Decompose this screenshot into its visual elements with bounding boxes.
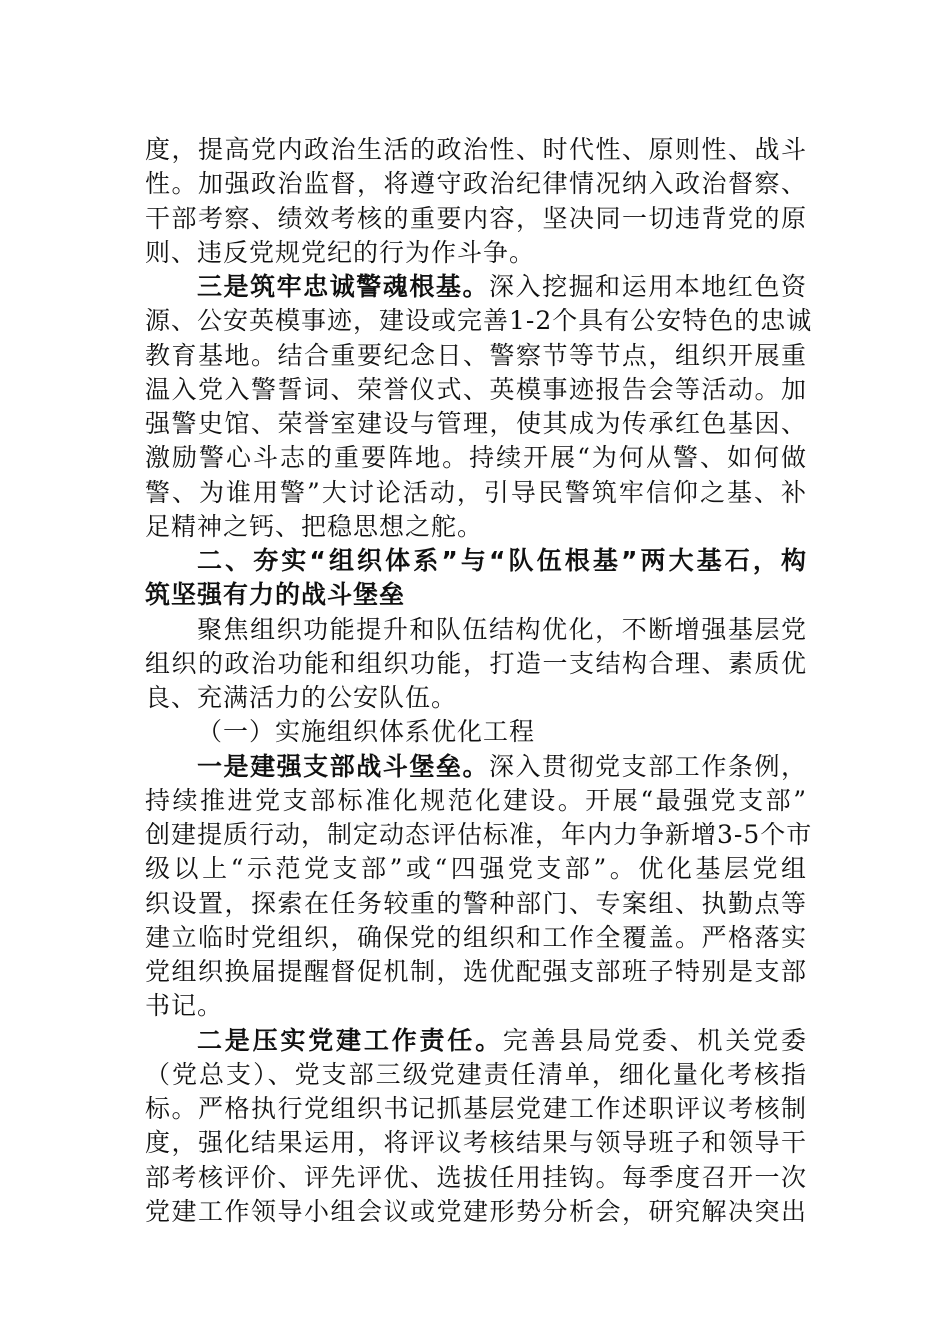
text-line (145, 681, 807, 715)
line-text: 激励警心斗志的重要阵地。持续开展“为何从警、如何做 (145, 443, 807, 473)
line-text: 深入挖掘和运用本地红色资 (489, 272, 807, 301)
text-line (145, 270, 807, 304)
text-line (145, 921, 807, 955)
text-line (145, 1092, 807, 1126)
line-text: 织设置，探索在任务较重的警种部门、专案组、执勤点等 (145, 888, 807, 918)
line-text: 筑坚强有力的战斗堡垒 (145, 580, 406, 610)
line-text: 建立临时党组织，确保党的组织和工作全覆盖。严格落实 (145, 922, 807, 952)
text-line (145, 750, 807, 784)
text-line (145, 167, 807, 201)
section-heading (145, 544, 807, 613)
text-line (145, 784, 807, 818)
text-line (145, 1161, 807, 1195)
line-text: 教育基地。结合重要纪念日、警察节等节点，组织开展重 (145, 340, 807, 370)
text-line (145, 1058, 807, 1092)
paragraph (145, 270, 813, 544)
text-line (145, 613, 807, 647)
text-line (145, 647, 807, 681)
paragraph (145, 133, 807, 270)
text-line (145, 715, 807, 749)
text-line (145, 1126, 807, 1160)
text-line (145, 304, 813, 338)
document-page (145, 133, 813, 1229)
line-text: 度，强化结果运用，将评议考核结果与领导班子和领导干 (145, 1128, 807, 1158)
line-text: 级以上“示范党支部”或“四强党支部”。优化基层党组 (145, 854, 807, 884)
line-text: 持续推进党支部标准化规范化建设。开展“最强党支部” (145, 785, 807, 815)
bold-lead-phrase: 一是建强支部战斗堡垒。 (197, 751, 489, 781)
text-line (145, 202, 807, 236)
text-line (145, 476, 807, 510)
line-text: 党建工作领导小组会议或党建形势分析会，研究解决突出 (145, 1196, 807, 1226)
text-line (145, 441, 807, 475)
line-text: 警、为谁用警”大讨论活动，引导民警筑牢信仰之基、补 (145, 477, 807, 507)
line-text: 强警史馆、荣誉室建设与管理，使其成为传承红色基因、 (145, 409, 807, 438)
text-line (145, 578, 807, 612)
bold-lead-phrase: 三是筑牢忠诚警魂根基。 (197, 272, 489, 301)
line-text: 温入党入警誓词、荣誉仪式、英模事迹报告会等活动。加 (145, 374, 807, 404)
text-line (145, 133, 807, 167)
text-line (145, 955, 807, 989)
line-text: 则、违反党规党纪的行为作斗争。 (145, 237, 536, 267)
line-text: 党组织换届提醒督促机制，选优配强支部班子特别是支部 (145, 957, 807, 986)
subsection-heading (145, 715, 807, 749)
line-text: 创建提质行动，制定动态评估标准，年内力争新增3-5个市 (145, 820, 813, 849)
line-text: 聚焦组织功能提升和队伍结构优化，不断增强基层党 (197, 614, 807, 644)
text-line (145, 407, 807, 441)
text-line (145, 1195, 807, 1229)
text-line (145, 818, 813, 852)
line-text: 深入贯彻党支部工作条例， (489, 751, 807, 781)
line-text: 性。加强政治监督，将遵守政治纪律情况纳入政治督察、 (145, 169, 807, 199)
line-text: 二、夯实“组织体系”与“队伍根基”两大基石，构 (197, 546, 807, 575)
line-text: 足精神之钙、把稳思想之舵。 (145, 511, 484, 541)
text-line (145, 339, 807, 373)
paragraph (145, 750, 813, 1024)
text-line (145, 887, 807, 921)
line-text: 良、充满活力的公安队伍。 (145, 683, 458, 712)
paragraph (145, 1024, 807, 1230)
text-line (145, 544, 807, 578)
text-line (145, 989, 807, 1023)
text-line (145, 373, 807, 407)
text-line (145, 852, 807, 886)
line-text: 度，提高党内政治生活的政治性、时代性、原则性、战斗 (145, 135, 807, 164)
text-line (145, 1024, 807, 1058)
line-text: 干部考察、绩效考核的重要内容，坚决同一切违背党的原 (145, 203, 807, 233)
line-text: 组织的政治功能和组织功能，打造一支结构合理、素质优 (145, 648, 807, 678)
line-text: （一）实施组织体系优化工程 (197, 717, 536, 747)
line-text: 标。严格执行党组织书记抓基层党建工作述职评议考核制 (145, 1094, 807, 1123)
text-line (145, 236, 807, 270)
text-line (145, 510, 807, 544)
paragraph (145, 613, 807, 716)
line-text: （党总支）、党支部三级党建责任清单，细化量化考核指 (145, 1059, 807, 1089)
line-text: 部考核评价、评先评优、选拔任用挂钩。每季度召开一次 (145, 1162, 807, 1192)
line-text: 完善县局党委、机关党委 (502, 1025, 807, 1055)
line-text: 书记。 (145, 991, 224, 1021)
bold-lead-phrase: 二是压实党建工作责任。 (197, 1025, 503, 1055)
line-text: 源、公安英模事迹，建设或完善1-2个具有公安特色的忠诚 (145, 306, 813, 336)
